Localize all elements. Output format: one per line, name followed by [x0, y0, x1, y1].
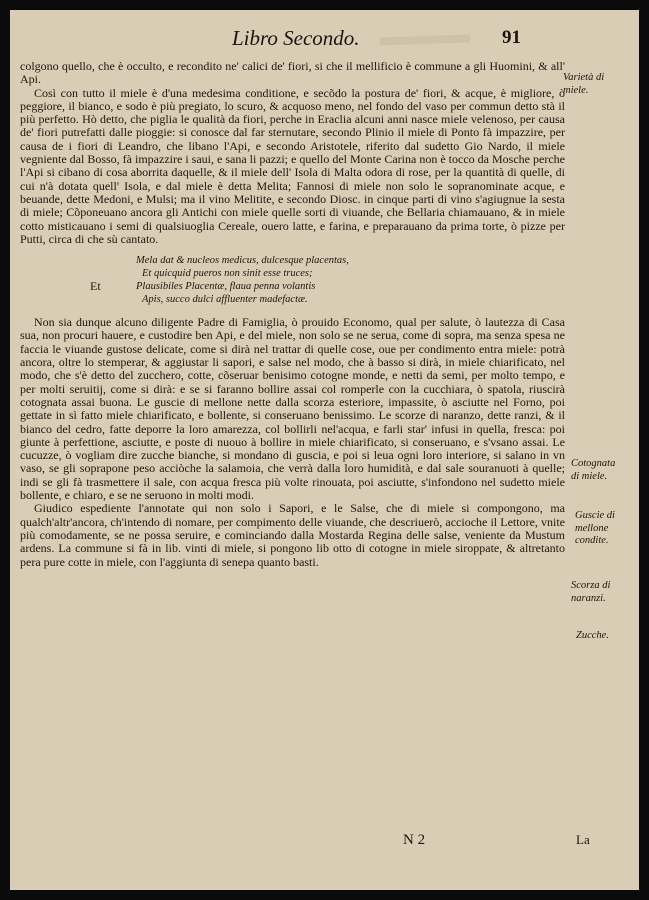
- paragraph-3: Non sia dunque alcuno diligente Padre di Famiglia, ò prouido Economo, qual per salute, ò lautezza di Casa sua, non procuri hauere, e custodire ben Api, e del miele, non solo se ne serua, come di sopra, ma senza spesa ne faccia le viuande gustose delicate, come si dirà nel trattar di quelle cose, oue per condimento entra miele: potrà ancora, oltre lo stemperar, & aggiustar li sapori, e salse nel modo, che à basso si dirà, in miele chiarificato, nel modo, che s'è detto del zucchero, cotte, cõseruar benisimo cotogne monde, e netti da semi, per molto tempo, e per molti seruitij, come si dirà: e se si faranno bollire assai col romperle con la cucchiara, ò spatola, riuscirà cotognata assai buona. Le guscie di mellone nette dalla scorza esteriore, impassite, ò asciutte nel Forno, poi gettate in sì fatto miele chiarificato, e bollente, si conseruano benissimo. Le scorze di naranzo, dette ranzi, & il bianco del cedro, fatte deporre la loro amarezza, col bollirli nel'acqua, e farli star' infusi in quella, fresca: poi giunte à perfettione, asciutte, e poste di nuouo à bollire in miele chiarificato, si conseruano, e s'vsano assai. Le cucuzze, ò vogliam dire zucche bianche, si mondano di guscia, e poi si leua ogni loro interiore, si salano in vn vaso, se gli soprapone peso acciòche la salamoia, che verrà dalla loro humidità, e dal sale souranuoti à quelle; indi se gli fà trasmettere il sale, con acqua fresca più volte rinouata, poi asciutte, s'infondono nel sudetto miele bollente, e chiaro, e se ne seruono in molti modi.: [20, 315, 565, 503]
- verse-line: Et quicquid pueros non sinit esse truces;: [142, 268, 313, 280]
- verse-line: Mela dat & nucleos medicus, dulcesque placentas,: [136, 255, 349, 267]
- margin-note-cotognata: Cotognata di miele.: [571, 458, 616, 482]
- book-page: [10, 10, 639, 890]
- latin-verse: [20, 254, 565, 306]
- verse-et: Et: [90, 279, 101, 294]
- margin-note-scorza: Scorza di naranzi.: [571, 580, 611, 604]
- verse-line: Apis, succo dulci affluenter madefactæ.: [142, 294, 308, 306]
- page-footer: [10, 832, 639, 852]
- margin-note-guscie: Guscie di mellone condite.: [575, 510, 615, 546]
- running-title: Libro Secondo.: [232, 26, 360, 50]
- main-text: [20, 60, 565, 569]
- paragraph-2: Così con tutto il miele è d'una medesima conditione, e secõdo la postura de' fiori, & acque, è migliore, ò peggiore, il bianco, e sodo è più pregiato, lo scuro, & acquoso meno, nel fondo del vaso per commun detto stà il più perfetto. Hò detto, che piglia le qualità da fiori, perche in Eraclia alcuni anni nasce miele velenoso, per causa de' fiori putrefatti dalle pioggie: si conosce dal far sternutare, secondo Plinio il miele di Ponto fà impazzire, per causa de i fiori di Leandro, che libano l'Api, e secondo Aristotele, riferito dal sudetto Gio Nardo, il miele vegniente dal Bosso, fà impazzire i saui, e sana li pazzi; e quello del Monte Carina non è tocco da Mosche perche l'Api si cibano di cosa aborrita daquelle, & il miele dell' Isola di Malta odora di rose, per la quantità di quelle, di cui n'à dotata quell' Isola, e dal miele è detta Melita; Fannosi di miele non solo le sopranominate acque, e beuande, dette Medoni, e Mulsi; ma il vino Melitite, e secondo Diosc. in cinque parti di vino s'agiugnue la sesta di miele; Cõponeuano ancora gli Antichi con miele quelle sorti di viuande, che Bellaria chiamauano, & in miele cotto misticauano i semi di qualsiuoglia Cereale, ouero latte, e farina, e preparauano da prima torte, ò pizze per Putti, circa di che sù cantato.: [20, 85, 565, 246]
- paragraph-4: Giudico espediente l'annotate qui non solo i Sapori, e le Salse, che di miele si compongono, ma qualch'altr'ancora, ch'intendo di nomare, per compimento delle viuande, che descriuerò, accioche il Lettore, vnite più comodamente, se ne possa seruire, e cominciando dalla Mostarda Regina delle salse, veniente da Mustum ardens. La commune si fà in lib. vinti di miele, si pongono lib otto di cotogne in miele siroppate, & altretanto pera pure cotte in miele, con l'aggiunta di senepa quanto basti.: [20, 501, 565, 569]
- margin-note-varieta: Varietà di miele.: [563, 72, 605, 96]
- page-number: 91: [502, 27, 521, 48]
- paragraph-1: colgono quello, che è occulto, e recondito ne' calici de' fiori, si che il mellificio è commune a gli Huomini, & all' Api.: [20, 59, 565, 87]
- page-header: [10, 26, 639, 56]
- signature-mark: N 2: [403, 832, 426, 848]
- margin-note-zucche: Zucche.: [576, 630, 609, 641]
- catchword: La: [576, 832, 590, 847]
- verse-line: Plausibiles Placentæ, flaua penna volantis: [136, 281, 316, 293]
